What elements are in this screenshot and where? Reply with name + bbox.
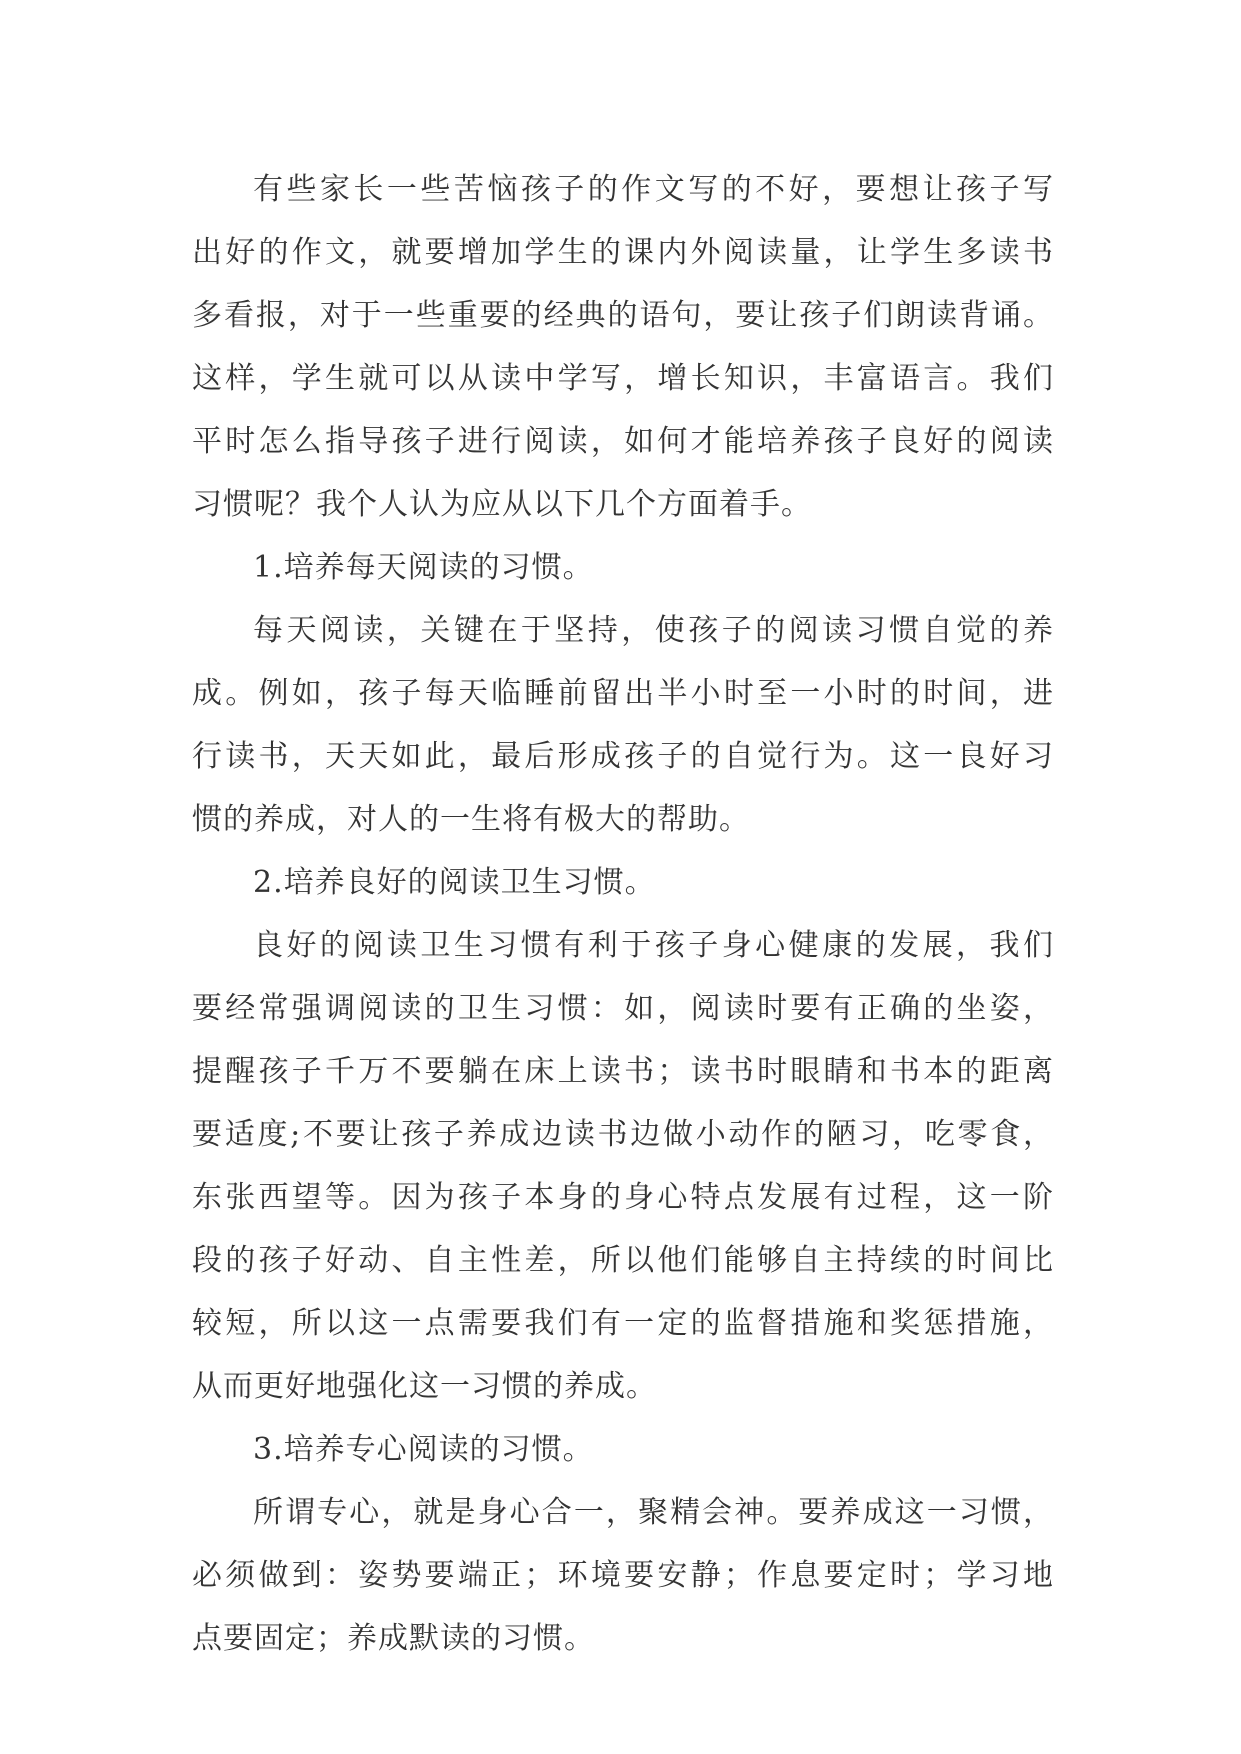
paragraph-3-line-7: 较短，所以这一点需要我们有一定的监督措施和奖惩措施， — [192, 1306, 1054, 1341]
paragraph-3-line-1: 良好的阅读卫生习惯有利于孩子身心健康的发展，我们 — [253, 928, 1054, 963]
paragraph-3-line-5: 东张西望等。因为孩子本身的身心特点发展有过程，这一阶 — [192, 1180, 1054, 1215]
section-heading-1: 1.培养每天阅读的习惯。 — [253, 550, 594, 585]
paragraph-2-line-3: 行读书，天天如此，最后形成孩子的自觉行为。这一良好习 — [192, 739, 1054, 774]
paragraph-3-line-4: 要适度;不要让孩子养成边读书边做小动作的陋习，吃零食， — [192, 1117, 1054, 1152]
section-heading-3: 3.培养专心阅读的习惯。 — [253, 1432, 594, 1467]
paragraph-2-line-4: 惯的养成，对人的一生将有极大的帮助。 — [192, 802, 750, 837]
paragraph-1-line-1: 有些家长一些苦恼孩子的作文写的不好，要想让孩子写 — [253, 172, 1054, 207]
paragraph-3-line-8: 从而更好地强化这一习惯的养成。 — [192, 1369, 657, 1404]
document-body — [192, 158, 1054, 1670]
paragraph-2-line-1: 每天阅读，关键在于坚持，使孩子的阅读习惯自觉的养 — [253, 613, 1054, 648]
paragraph-1-line-2: 出好的作文，就要增加学生的课内外阅读量，让学生多读书 — [192, 235, 1054, 270]
paragraph-3-line-2: 要经常强调阅读的卫生习惯：如，阅读时要有正确的坐姿， — [192, 991, 1054, 1026]
paragraph-1-line-6: 习惯呢？我个人认为应从以下几个方面着手。 — [192, 487, 812, 522]
paragraph-4-line-2: 必须做到：姿势要端正；环境要安静；作息要定时；学习地 — [192, 1558, 1054, 1593]
paragraph-3-line-6: 段的孩子好动、自主性差，所以他们能够自主持续的时间比 — [192, 1243, 1054, 1278]
paragraph-1-line-4: 这样，学生就可以从读中学写，增长知识，丰富语言。我们 — [192, 361, 1054, 396]
paragraph-1-line-5: 平时怎么指导孩子进行阅读，如何才能培养孩子良好的阅读 — [192, 424, 1054, 459]
paragraph-1-line-3: 多看报，对于一些重要的经典的语句，要让孩子们朗读背诵。 — [192, 298, 1054, 333]
paragraph-3-line-3: 提醒孩子千万不要躺在床上读书；读书时眼睛和书本的距离 — [192, 1054, 1054, 1089]
paragraph-4-line-1: 所谓专心，就是身心合一，聚精会神。要养成这一习惯， — [253, 1495, 1054, 1530]
paragraph-2-line-2: 成。例如，孩子每天临睡前留出半小时至一小时的时间，进 — [192, 676, 1054, 711]
paragraph-4-line-3: 点要固定；养成默读的习惯。 — [192, 1621, 595, 1656]
section-heading-2: 2.培养良好的阅读卫生习惯。 — [253, 865, 656, 900]
